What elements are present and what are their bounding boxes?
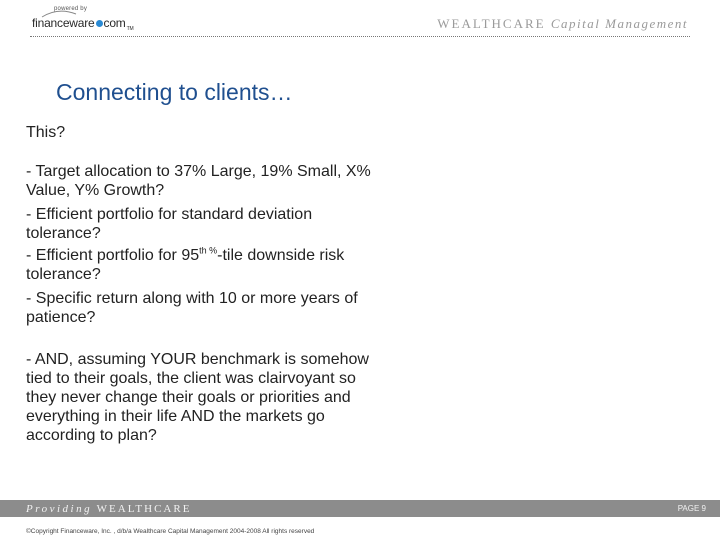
conclusion-text: - AND, assuming YOUR benchmark is somehow tied to their goals, the client was clairvoyant so they never change their goals or priorities and everything in their life AND the markets go according to plan?	[26, 351, 369, 444]
header-brand	[437, 16, 688, 32]
footer-tagline-italic: Providing	[26, 503, 93, 515]
header-brand-primary: WEALTHCARE	[437, 16, 546, 31]
slide-title: Connecting to clients…	[56, 79, 293, 105]
bullet-item-2: - Efficient portfolio for standard deviation tolerance?	[26, 206, 313, 242]
logo-powered-by: powered by	[54, 6, 88, 12]
logo-brand-a: financeware	[32, 16, 95, 30]
intro-text: This?	[26, 124, 66, 141]
footer-tagline-caps: WEALTHCARE	[96, 503, 192, 515]
page-number: PAGE 9	[677, 504, 706, 513]
logo-dot-icon	[96, 20, 103, 27]
bullet-item-1: - Target allocation to 37% Large, 19% Small, X% Value, Y% Growth?	[26, 163, 371, 199]
logo-brand-b: com	[103, 16, 126, 30]
logo-wordmark	[32, 16, 133, 32]
header-brand-secondary: Capital Management	[550, 16, 688, 31]
financeware-logo	[32, 6, 132, 36]
bullet-item-4: - Specific return along with 10 or more years of patience?	[26, 290, 358, 326]
footer-tagline	[26, 503, 191, 515]
bullet-item-3-sup: th %	[199, 245, 218, 256]
copyright-notice: ©Copyright Financeware, Inc. , d/b/a Wealthcare Capital Management 2004-2008 All rights reserved	[26, 528, 315, 535]
bullet-item-3-after: -tile downside risk tolerance?	[26, 247, 345, 283]
header-divider	[30, 36, 690, 37]
logo-trademark: TM	[126, 26, 134, 32]
bullet-item-3-before: - Efficient portfolio for 95	[26, 247, 200, 264]
bullet-item-3	[26, 246, 386, 284]
